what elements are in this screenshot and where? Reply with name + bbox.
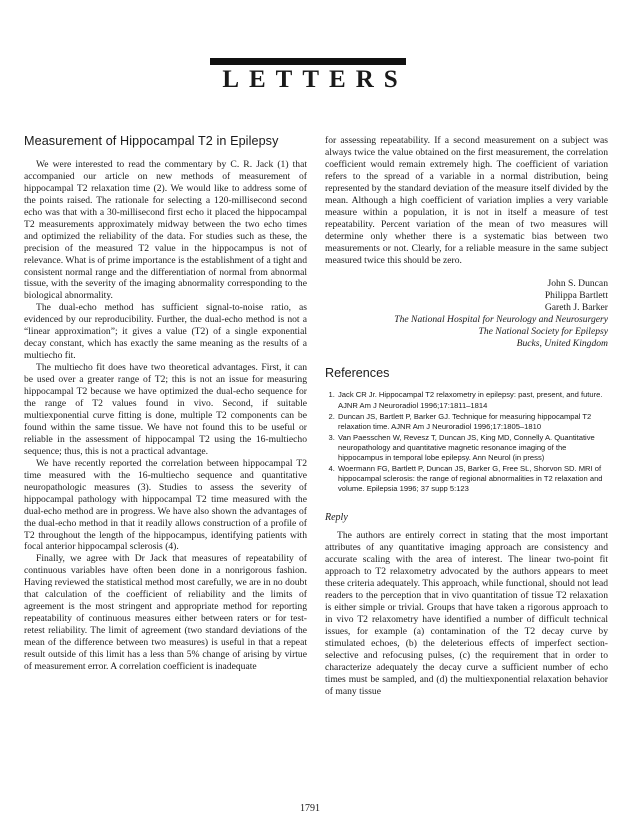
author-name: Gareth J. Barker [544, 302, 608, 314]
section-masthead: LETTERS [222, 66, 408, 93]
right-column [325, 135, 608, 698]
reference-list [325, 390, 608, 494]
author-name: John S. Duncan [547, 278, 608, 290]
masthead-rule [210, 58, 406, 65]
reply-heading: Reply [325, 512, 348, 524]
letter-title: Measurement of Hippocampal T2 in Epilepsy [24, 134, 279, 148]
paragraph-continuation: for assessing repeatability. If a second measurement on a subject was always twice the value obtained on the first measurement, the correlation coefficient would remain extremely high. The coefficient of variation refers to the spread of a variable in a normal distribution, being represented by the standard deviation of the measure itself divided by the mean. Although a high coefficient of variation implies a very variable measure within a population, it is not in itself a measure of test repeatability. Percent variation of the mean of two measures will determine only whether there is a systematic bias between two measurements or not. Clearly, for a reliable measure in the same subject measured twice this should be zero. [325, 135, 608, 266]
paragraph: The dual-echo method has sufficient signal-to-noise ratio, as evidenced by our reproducibility. Further, the dual-echo method is not a “linear approximation”; it gives a value (T2) of a single exponential decay constant, which has exactly the same meaning as the results of a multiecho fit. [24, 302, 307, 362]
author-name: Philippa Bartlett [544, 290, 608, 302]
paragraph: We were interested to read the commentary by C. R. Jack (1) that accompanied our article on new methods of measurement of hippocampal T2 relaxation time (2). We would like to address some of the points raised. The rationale for selecting a 120-millisecond second echo was that with a 30-millisecond first echo it placed the hippocampal T2 measurements approximately midway between the two echo times and optimized the reliability of the data. For studies such as these, the precision of the measured T2 value in the hippocampus is not of relevance. What is of prime importance is the establishment of a tight and consistent normal range and the differentiation of normal from abnormal tissue, with the severity of the imaging abnormality corresponding to the biological abnormality. [24, 158, 308, 302]
reference-item: 2. Duncan JS, Bartlett P, Barker GJ. Technique for measuring hippocampal T2 relaxation time. AJNR Am J Neuroradiol 1996;17:1805–1810 [337, 412, 608, 432]
affiliation: The National Hospital for Neurology and Neurosurgery [394, 314, 608, 326]
reference-item: 3. Van Paesschen W, Revesz T, Duncan JS, King MD, Connelly A. Quantitative neuropathology and quantitative magnetic resonance imaging of the hippocampus in temporal lobe epilepsy. Ann Neurol (in press) [337, 433, 608, 463]
references-heading: References [325, 366, 390, 381]
page-number: 1791 [300, 803, 320, 814]
reference-item: 4. Woermann FG, Bartlett P, Duncan JS, Barker G, Free SL, Shorvon SD. MRI of hippocampal sclerosis: the range of regional abnormalities in T2 relaxation and volume. Epilepsia 1996; 37 supp 5:123 [337, 464, 608, 494]
reply-paragraph: The authors are entirely correct in stating that the most important attributes of any quantitative imaging approach are consistency and accurate scaling with the area of interest. The linear two-point fit approach to T2 relaxometry advocated by the authors appears to meet these criteria adequately. This approach, while functional, should not lead readers to the perception that in vivo quantitation of tissue T2 relaxation is either simple or trivial. Groups that have taken a rigorous approach to in vivo T2 relaxometry have identified a number of difficult technical issues, for example (a) contamination of the T2 decay curve by stimulated echoes, (b) the deleterious effects of imperfect section-selective and refocusing pulses, (c) the requirement that in order to characterize adequately the decay curve a sufficient number of echo times must be sampled, and (d) the multiexponential relaxation behavior of many tissue [325, 530, 608, 697]
reference-item: 1. Jack CR Jr. Hippocampal T2 relaxometry in epilepsy: past, present, and future. AJNR Am J Neuroradiol 1996;17:1811–1814 [337, 390, 608, 410]
paragraph: We have recently reported the correlation between hippocampal T2 time measured with the 16-multiecho sequence and quantitative neuropathologic measures (3). Studies to assess the severity of hippocampal pathology with hippocampal T2 time measured with the dual-echo method are in progress. We have also shown the advantages of the dual-echo method in that it readily allows construction of a profile of T2 throughout the length of the hippocampus, identifying patients with focal anterior hippocampal sclerosis (4). [24, 457, 307, 553]
paragraph: Finally, we agree with Dr Jack that measures of repeatability of continuous variables have often been done in a nonrigorous fashion. Having reviewed the statistical method most carefully, we are in no doubt that calculation of the coefficient of reliability and the limits of agreement is the most stringent and appropriate method for reporting repeatability of continuous measures either between raters or for test-retest reliability. The limit of agreement (two standard deviations of the mean of the difference between two measures) is useful in that a repeat result outside of this limit has a less than 5% change of arising by virtue of measurement error. A correlation coefficient is inadequate [24, 553, 307, 672]
paragraph: The multiecho fit does have two theoretical advantages. First, it can be used over a greater range of T2; this is not an issue for measuring hippocampal T2 because we have optimized the dual-echo sequence for the range of T2 values found in vivo. Second, if suitable multiexponential curve fitting is done, multiple T2 components can be found within the same tissue. We have not found this to be useful or reliable in the assessment of hippocampal T2 using the 16-multiecho sequence; thus, this is not a practical advantage. [24, 362, 307, 457]
signature-block [325, 278, 608, 350]
left-column [24, 136, 307, 673]
affiliation: Bucks, United Kingdom [516, 338, 608, 350]
affiliation: The National Society for Epilepsy [478, 326, 608, 338]
